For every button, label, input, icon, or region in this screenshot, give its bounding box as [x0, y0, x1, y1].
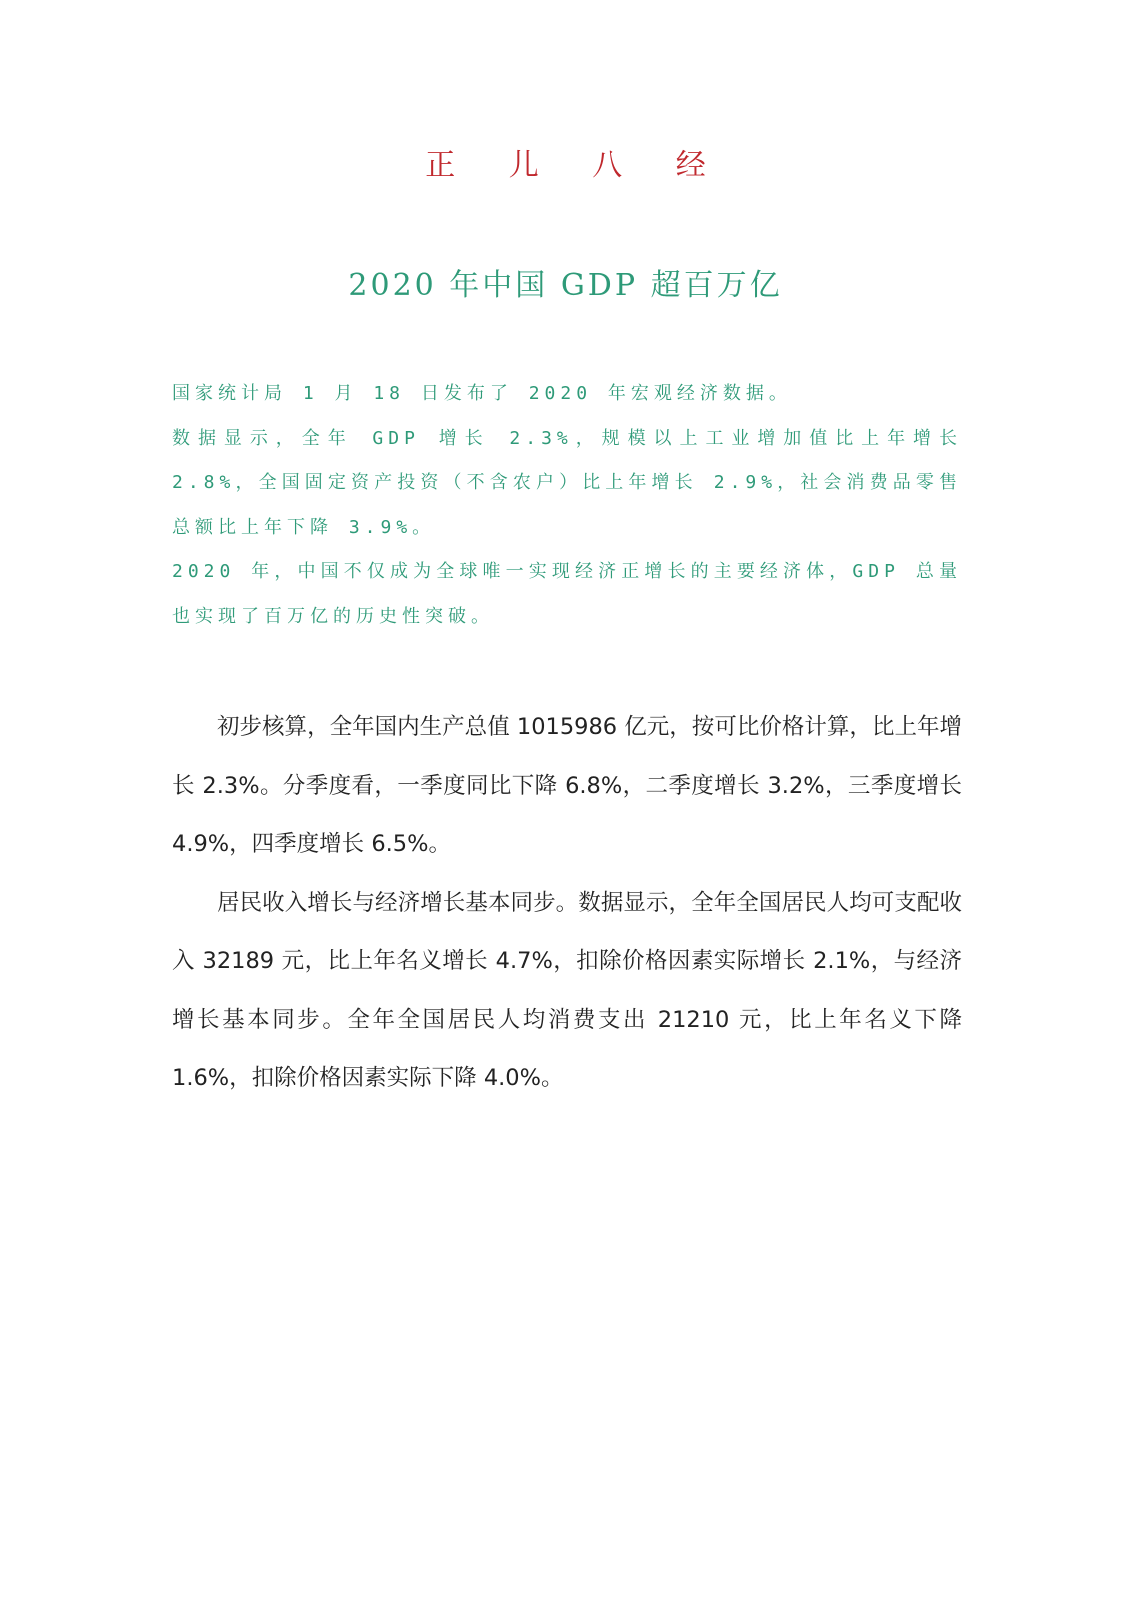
body-paragraph: 初步核算，全年国内生产总值 1015986 亿元，按可比价格计算，比上年增长 2.3%。分季度看，一季度同比下降 6.8%，二季度增长 3.2%，三季度增长 4.9%，四季度增长 6.5%。: [172, 714, 962, 857]
masthead-title: 正 儿 八 经: [425, 148, 728, 183]
body-paragraph: 居民收入增长与经济增长基本同步。数据显示，全年全国居民人均可支配收入 32189 元，比上年名义增长 4.7%，扣除价格因素实际增长 2.1%，与经济增长基本同步。全年全国居民人均消费支出 21210 元，比上年名义下降 1.6%，扣除价格因素实际下降 4.0%。: [172, 889, 962, 1091]
summary-paragraph: 数据显示，全年 GDP 增长 2.3%，规模以上工业增加值比上年增长 2.8%，全国固定资产投资（不含农户）比上年增长 2.9%，社会消费品零售总额比上年下降 3.9%。: [172, 427, 962, 538]
article-headline: 2020 年中国 GDP 超百万亿: [348, 268, 783, 303]
summary-paragraph: 2020 年，中国不仅成为全球唯一实现经济正增长的主要经济体，GDP 总量也实现了百万亿的历史性突破。: [172, 561, 962, 627]
summary-paragraph: 国家统计局 1 月 18 日发布了 2020 年宏观经济数据。: [172, 383, 792, 404]
summary-block: [172, 372, 962, 639]
article-body: [172, 698, 962, 1108]
